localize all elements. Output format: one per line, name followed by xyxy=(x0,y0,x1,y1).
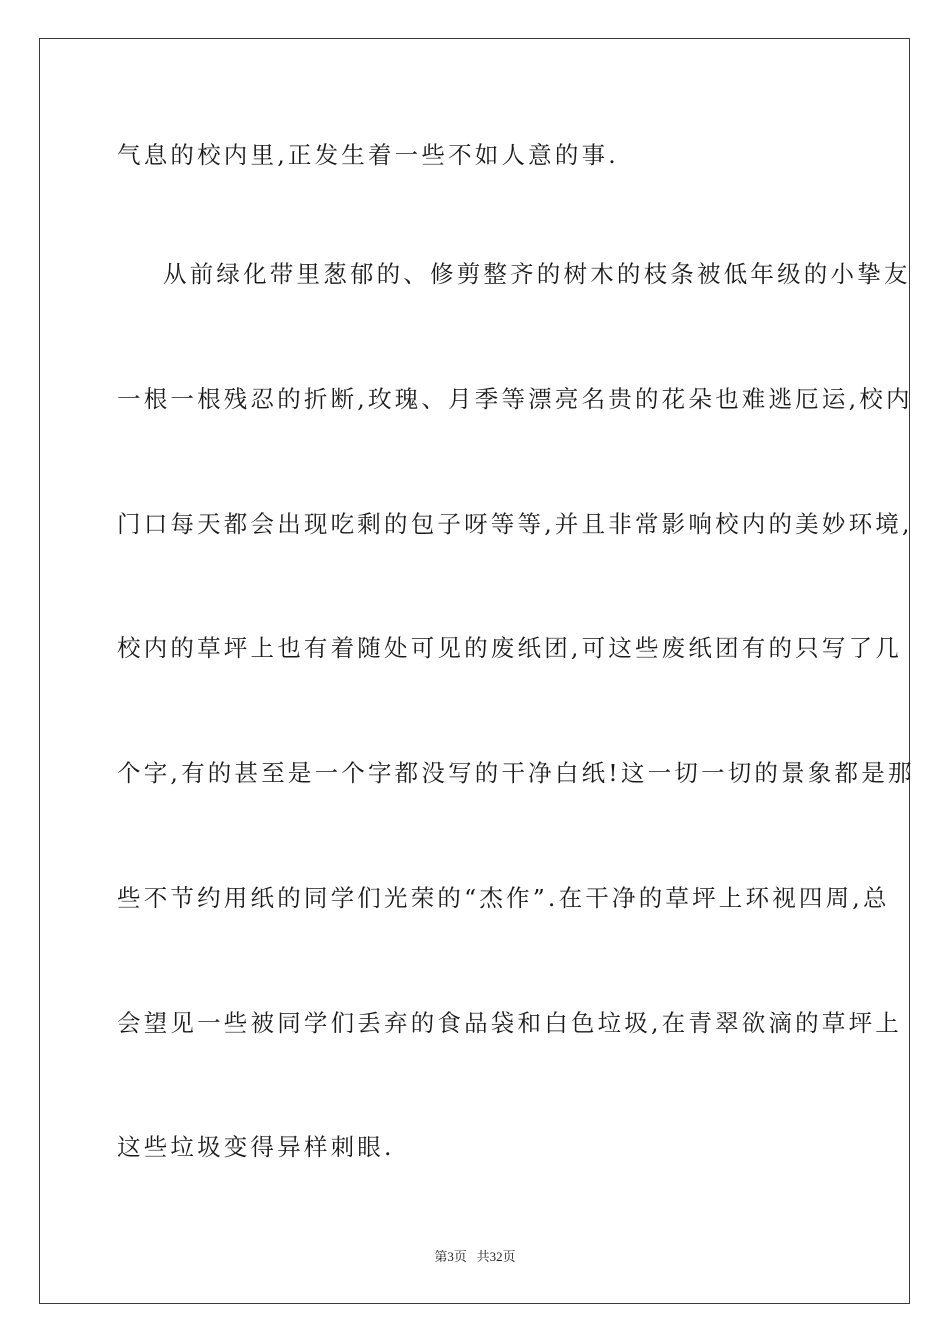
page-border xyxy=(39,38,915,1304)
text-line-1: 气息的校内里,正发生着一些不如人意的事. xyxy=(117,141,619,169)
text-line-7: 些不节约用纸的同学们光荣的“杰作”.在干净的草坪上环视四周,总 xyxy=(117,884,890,912)
text-line-3: 一根一根残忍的折断,玫瑰、月季等漂亮名贵的花朵也难逃厄运,校内 xyxy=(117,385,913,413)
page-number: 第3页 xyxy=(434,1249,467,1264)
text-line-9: 这些垃圾变得异样刺眼. xyxy=(117,1133,395,1161)
text-line-6: 个字,有的甚至是一个字都没写的干净白纸!这一切一切的景象都是那 xyxy=(117,759,915,787)
page-footer xyxy=(0,1248,950,1266)
page-total: 共32页 xyxy=(476,1249,516,1264)
text-line-8: 会望见一些被同学们丢弃的食品袋和白色垃圾,在青翠欲滴的草坪上 xyxy=(117,1009,902,1037)
text-line-2: 从前绿化带里葱郁的、修剪整齐的树木的枝条被低年级的小挚友 xyxy=(163,260,911,288)
text-line-4: 门口每天都会出现吃剩的包子呀等等,并且非常影响校内的美妙环境, xyxy=(117,510,913,538)
text-line-5: 校内的草坪上也有着随处可见的废纸团,可这些废纸团有的只写了几 xyxy=(117,634,902,662)
